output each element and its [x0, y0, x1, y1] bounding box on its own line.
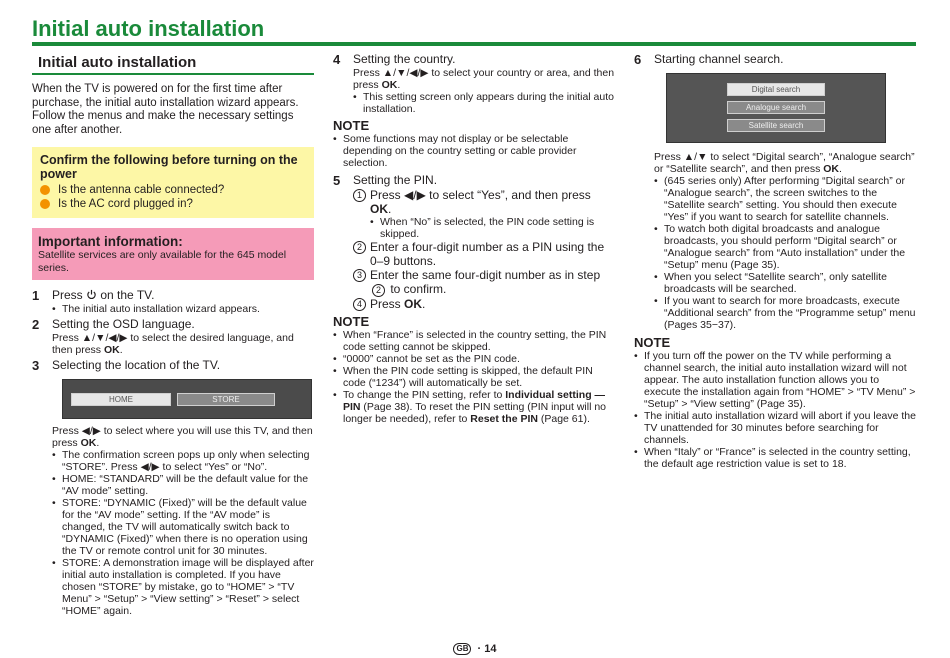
bullet-item: • HOME: “STANDARD” will be the default value for the “AV mode” setting. [52, 473, 309, 497]
step-title: Selecting the location of the TV. [52, 358, 221, 372]
note-bullet: • When “Italy” or “France” is selected in the country setting, the default age restriction value is set to 18. [634, 446, 911, 470]
step-title: Press on the TV. [52, 288, 155, 302]
step-instruction: Press ▲/▼/◀/▶ to select the desired language, and then press OK. [52, 332, 294, 356]
step-2 [32, 317, 314, 356]
step-number: 2 [32, 317, 40, 332]
circled-number: 3 [353, 269, 366, 282]
page-number: 14 [484, 643, 497, 655]
bullet-item: • (645 series only) After performing “Digital search” or “Analogue search”, the screen switches to the “Satellite search” setting. You should then execute “Yes” if you want to search for satellite channels. [654, 175, 906, 223]
step-5 [333, 173, 615, 311]
note-heading: NOTE [634, 335, 671, 350]
step-6 [634, 52, 916, 67]
step-3 [32, 358, 314, 373]
step-instruction: Press ◀/▶ to select where you will use this TV, and then press OK. [52, 425, 313, 449]
step-title: Starting channel search. [654, 52, 784, 66]
bullet-item: • If you want to search for more broadcasts, execute “Additional search” from the “Programme setup” menu (Pages 35−37). [654, 295, 916, 331]
step-instruction: Press ▲/▼/◀/▶ to select your country or area, and then press OK. [353, 67, 615, 91]
note-bullet: • To change the PIN setting, refer to Individual setting — PIN (Page 38). To reset the PIN setting (PIN input will no longer be needed), refer to Reset the PIN (Page 61). [333, 389, 607, 425]
bullet-item: • STORE: A demonstration image will be displayed after initial auto installation is completed. If you have chosen “STORE” by mistake, go to “HOME” > “TV Menu” > “Setup” > “View setting” > “Reset” > select “HOME” again. [52, 557, 314, 617]
step-number: 3 [32, 358, 40, 373]
column-3 [634, 50, 916, 470]
column-1 [32, 50, 314, 617]
confirm-box-title: Confirm the following before turning on the power [40, 153, 298, 181]
note-bullet: • When the PIN code setting is skipped, the default PIN code (“1234”) will automatically be set. [333, 365, 593, 389]
step-4 [333, 52, 615, 115]
digital-search-button: Digital search [727, 83, 825, 96]
region-badge: GB [453, 643, 471, 655]
note-bullet: • The initial auto installation wizard will abort if you leave the TV unattended for 30 minutes before searching for channels. [634, 410, 916, 446]
bullet-item: • The initial auto installation wizard appears. [52, 303, 260, 315]
store-button: STORE [177, 393, 275, 406]
important-box-title: Important information: [38, 234, 183, 249]
location-screen-illustration [62, 379, 312, 419]
step-title: Setting the PIN. [353, 173, 438, 187]
step-title: Setting the country. [353, 52, 456, 66]
note-bullet: • When “France” is selected in the country setting, the PIN code setting cannot be skipped. [333, 329, 607, 353]
bullet-item: • The confirmation screen pops up only when selecting “STORE”. Press ◀/▶ to select “Yes” or “No”. [52, 449, 310, 473]
bullet-item: • STORE: “DYNAMIC (Fixed)” will be the default value for the “AV mode” setting. If the “AV mode” is changed, the TV will automatically switch back to “DYNAMIC (Fixed)” when there is no operation using the TV or remote control unit for 30 minutes. [52, 497, 308, 557]
step-1 [32, 288, 314, 315]
orange-dot-icon [40, 199, 50, 209]
intro-paragraph: When the TV is powered on for the first time after purchase, the initial auto installation wizard appears. Follow the menus and make the necessary settings one after another. [32, 83, 299, 136]
substep-4: 4 Press OK. [353, 297, 615, 311]
bullet-item: • To watch both digital broadcasts and analogue broadcasts, you should perform “Digital search” or “Analogue search” from “Auto installation” under the “Setup” menu (Page 35). [654, 223, 906, 271]
confirm-box [32, 147, 314, 218]
bullet-item: • When “No” is selected, the PIN code setting is skipped. [370, 216, 595, 240]
page-title: Initial auto installation [32, 16, 265, 41]
note-bullet: • Some functions may not display or be selectable depending on the country setting or cable provider selection. [333, 133, 577, 169]
column-2 [333, 50, 615, 425]
title-rule [32, 42, 916, 46]
channel-search-screen-illustration [666, 73, 886, 143]
bullet-item: • This setting screen only appears during the initial auto installation. [353, 91, 614, 115]
substep-1: 1 Press ◀/▶ to select “Yes”, and then press OK. [353, 188, 615, 216]
circled-number: 1 [353, 189, 366, 202]
substep-2: 2 Enter a four-digit number as a PIN using the 0–9 buttons. [353, 240, 615, 268]
step-number: 4 [333, 52, 341, 67]
orange-dot-icon [40, 185, 50, 195]
confirm-item-text: Is the AC cord plugged in? [58, 198, 193, 210]
circled-number: 2 [353, 241, 366, 254]
note-heading: NOTE [333, 118, 370, 133]
section-title: Initial auto installation [32, 50, 314, 75]
satellite-search-button: Satellite search [727, 119, 825, 132]
confirm-item-text: Is the antenna cable connected? [58, 184, 225, 196]
step-number: 6 [634, 52, 642, 67]
step-number: 5 [333, 173, 341, 188]
confirm-item [40, 183, 306, 197]
analogue-search-button: Analogue search [727, 101, 825, 114]
substep-3: 3 Enter the same four-digit number as in step 2 to confirm. [353, 268, 615, 297]
power-icon [86, 289, 97, 300]
step-instruction: Press ▲/▼ to select “Digital search”, “Analogue search” or “Satellite search”, and then press OK. [654, 151, 915, 175]
home-button: HOME [71, 393, 171, 406]
circled-number: 4 [353, 298, 366, 311]
note-heading: NOTE [333, 314, 370, 329]
confirm-item [40, 197, 306, 211]
bullet-item: • When you select “Satellite search”, only satellite broadcasts will be searched. [654, 271, 887, 295]
important-box [32, 228, 314, 280]
page-footer: GB · 14 [0, 643, 950, 655]
note-bullet: • If you turn off the power on the TV while performing a channel search, the initial auto installation wizard will not appear. The auto installation function allows you to execute the installation again from “HOME” > “TV Menu” > “Setup” > “View setting” (Page 35). [634, 350, 916, 410]
step-title: Setting the OSD language. [52, 317, 195, 331]
note-bullet: • “0000” cannot be set as the PIN code. [333, 353, 520, 365]
important-box-text: Satellite services are only available for the 645 model series. [38, 249, 287, 274]
step-number: 1 [32, 288, 40, 303]
